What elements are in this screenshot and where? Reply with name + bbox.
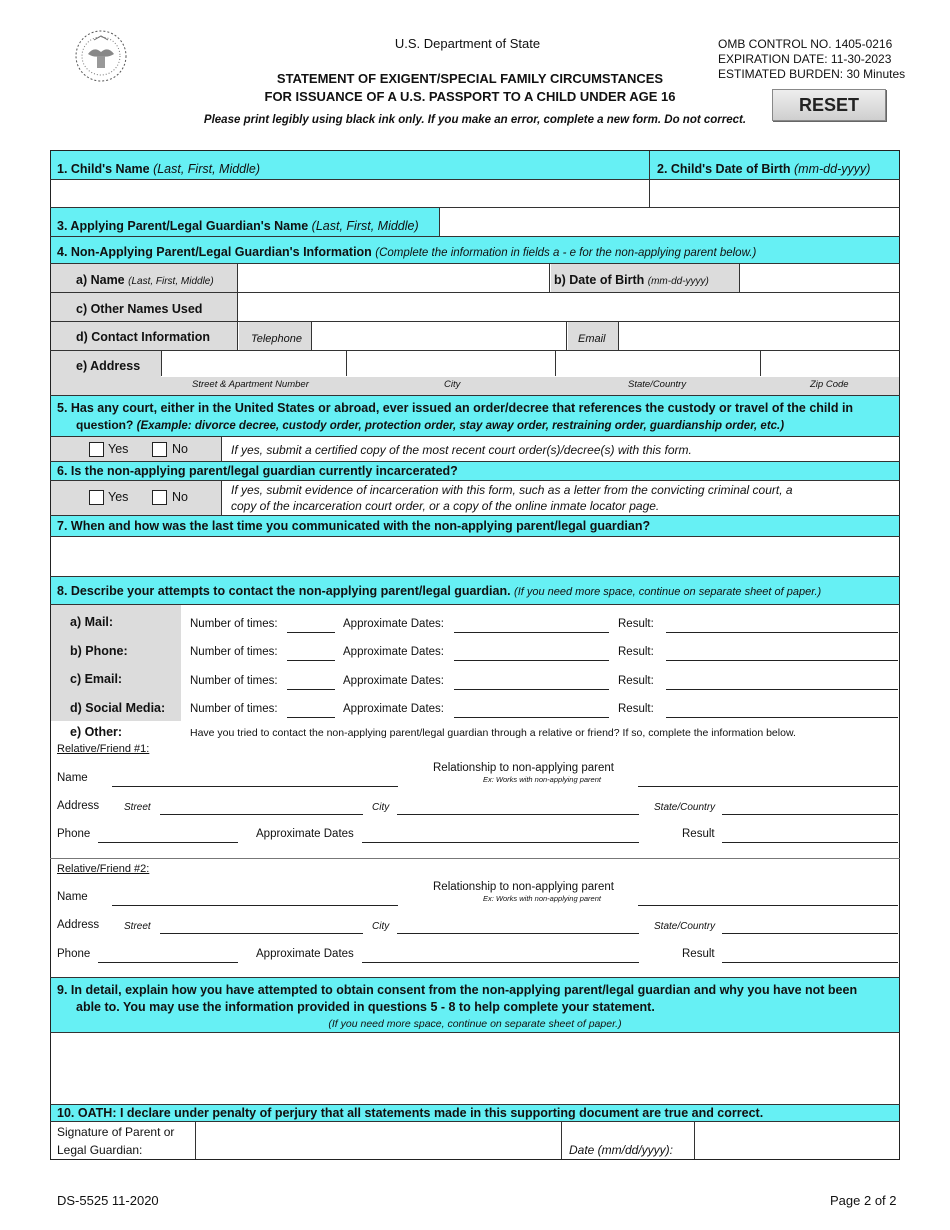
q8-label-text: 8. Describe your attempts to contact the non-applying parent/legal guardian. [57,584,515,598]
q6-yes-checkbox[interactable] [89,490,104,505]
friend1-phone-input[interactable] [98,842,238,843]
phone-result-input[interactable] [666,660,898,661]
friend2-city-input[interactable] [397,933,639,934]
friend2-name-input[interactable] [112,905,398,906]
q4e-label-cell [51,351,161,395]
q9-hint: (If you need more space, continue on separate sheet of paper.) [328,1018,622,1030]
q4b-hint: (mm-dd-yyyy) [647,276,709,287]
number-of-times-label: Number of times: [190,618,278,630]
mail-result-input[interactable] [666,632,898,633]
q5-note: If yes, submit a certified copy of the most recent court order(s)/decree(s) with this form. [231,443,692,457]
q4-hint: (Complete the information in fields a - e for the non-applying parent below.) [375,247,757,259]
relationship-label: Relationship to non-applying parent [433,762,614,774]
q4d-label: d) Contact Information [76,330,211,344]
q10-oath: 10. OATH: I declare under penalty of perjury that all statements made in this supporting document are true and correct. [57,1106,764,1120]
social-result-input[interactable] [666,717,898,718]
omb-control: OMB CONTROL NO. 1405-0216 [718,37,893,51]
zip-caption: Zip Code [810,379,849,390]
friend-name-label: Name [57,772,88,784]
friend2-state-input[interactable] [722,933,898,934]
q9-statement-field[interactable] [51,1033,899,1103]
approx-dates-label: Approximate Dates: [343,646,444,658]
approx-dates2-label: Approximate Dates [256,948,354,960]
email-label: Email [578,333,606,345]
q4a-hint: (Last, First, Middle) [128,276,214,287]
state-label: State/Country [654,802,716,813]
friend2-title: Relative/Friend #2: [57,863,150,875]
q4-label-text: 4. Non-Applying Parent/Legal Guardian's Information [57,245,376,259]
phone-dates-input[interactable] [454,660,609,661]
q4a-label [76,273,214,287]
applying-parent-name-field[interactable] [441,208,899,236]
phone-label: Phone [57,828,91,840]
q8-label [57,584,821,598]
child-dob-field[interactable] [651,180,899,207]
page-number: Page 2 of 2 [830,1193,897,1208]
number-of-times-label: Number of times: [190,675,278,687]
friend2-result-input[interactable] [722,962,898,963]
mail-dates-input[interactable] [454,632,609,633]
relationship-label: Relationship to non-applying parent [433,881,614,893]
friend2-relationship-input[interactable] [638,905,898,906]
q5-line2-text: question? [76,418,137,432]
telephone-label: Telephone [251,333,302,345]
other-names-field[interactable] [239,293,899,321]
q9-line1: 9. In detail, explain how you have attempted to obtain consent from the non-applying parent/legal guardian and why you have not been [57,983,858,997]
q9-line2: able to. You may use the information provided in questions 5 - 8 to help complete your statement. [76,1000,655,1014]
q7-label: 7. When and how was the last time you communicated with the non-applying parent/legal guardian? [57,519,651,533]
friend1-state-input[interactable] [722,814,898,815]
q7-answer-field[interactable] [51,537,899,575]
mail-times-input[interactable] [287,632,335,633]
q5-line1: 5. Has any court, either in the United States or abroad, ever issued an order/decree that references the custody or travel of the child in [57,401,854,415]
zip-field[interactable] [762,351,899,376]
q5-no-checkbox[interactable] [152,442,167,457]
friend1-title: Relative/Friend #1: [57,743,150,755]
q1-label-text: 1. Child's Name [57,162,154,176]
friend1-relationship-input[interactable] [638,786,898,787]
result-label: Result: [618,618,654,630]
result2-label: Result [682,948,715,960]
approx-dates2-label: Approximate Dates [256,828,354,840]
state-caption: State/Country [628,379,687,390]
child-name-field[interactable] [51,180,649,207]
result-label: Result: [618,646,654,658]
approx-dates-label: Approximate Dates: [343,618,444,630]
number-of-times-label: Number of times: [190,646,278,658]
q8e-text: Have you tried to contact the non-applying parent/legal guardian through a relative or friend? If so, complete the information below. [190,727,796,739]
q4e-label: e) Address [76,359,141,373]
q6-yes-label: Yes [108,490,129,504]
q4-label [57,245,756,259]
street-label: Street [124,921,151,932]
approx-dates-label: Approximate Dates: [343,703,444,715]
oath-date-field[interactable] [695,1122,899,1158]
q3-hint: (Last, First, Middle) [311,219,419,233]
q5-line2 [76,418,784,432]
signature-field[interactable] [196,1122,560,1158]
friend1-street-input[interactable] [160,814,363,815]
email-field[interactable] [620,322,899,350]
city-label: City [372,921,390,932]
q8-row-label: d) Social Media: [70,701,166,715]
state-field[interactable] [557,351,760,376]
q6-options-cell [51,481,221,515]
relationship-example: Ex: Works with non-applying parent [483,775,601,784]
street-label: Street [124,802,151,813]
social-times-input[interactable] [287,717,335,718]
q5-yes-label: Yes [108,442,129,456]
q2-label [657,162,870,176]
friend-name-label: Name [57,891,88,903]
result-label: Result: [618,675,654,687]
city-field[interactable] [348,351,555,376]
q5-example: (Example: divorce decree, custody order, protection order, stay away order, restraining order, guardianship order, etc.) [136,420,785,432]
email-times-input[interactable] [287,689,335,690]
form-id: DS-5525 11-2020 [57,1193,159,1208]
q6-label: 6. Is the non-applying parent/legal guardian currently incarcerated? [57,464,458,478]
estimated-burden: ESTIMATED BURDEN: 30 Minutes [718,67,906,81]
form-title-line2: FOR ISSUANCE OF A U.S. PASSPORT TO A CHILD UNDER AGE 16 [264,89,676,104]
q5-yes-checkbox[interactable] [89,442,104,457]
nonapplying-dob-field[interactable] [741,264,899,292]
department-name: U.S. Department of State [394,36,541,51]
q6-note-line1: If yes, submit evidence of incarceration with this form, such as a letter from the convicting criminal court, a [231,483,793,497]
q2-label-text: 2. Child's Date of Birth [657,162,795,176]
result2-label: Result [682,828,715,840]
state-label: State/Country [654,921,716,932]
friend1-dates-input[interactable] [362,842,639,843]
address-label: Address [57,919,100,931]
q5-no-label: No [172,442,188,456]
nonapplying-name-field[interactable] [239,264,549,292]
number-of-times-label: Number of times: [190,703,278,715]
q5-options-cell [51,437,221,461]
street-field[interactable] [163,351,346,376]
date-label: Date (mm/dd/yyyy): [569,1143,674,1157]
q4b-label-text: b) Date of Birth [554,273,648,287]
friend1-result-input[interactable] [722,842,898,843]
social-dates-input[interactable] [454,717,609,718]
q1-label [57,162,260,176]
street-caption: Street & Apartment Number [192,379,309,390]
form-instructions: Please print legibly using black ink only. If you make an error, complete a new form. Do not correct. [203,114,747,126]
q1-hint: (Last, First, Middle) [153,162,261,176]
q6-no-checkbox[interactable] [152,490,167,505]
city-caption: City [444,379,461,390]
city-label: City [372,802,390,813]
form-title-line1: STATEMENT OF EXIGENT/SPECIAL FAMILY CIRCUMSTANCES [276,71,664,86]
relationship-example: Ex: Works with non-applying parent [483,894,601,903]
signature-label-line2: Legal Guardian: [57,1143,143,1157]
email-result-input[interactable] [666,689,898,690]
q6-note-line2: copy of the incarceration court order, or a copy of the online inmate locator page. [231,499,660,513]
reset-button[interactable]: RESET [772,89,886,121]
result-label: Result: [618,703,654,715]
friend1-name-input[interactable] [112,786,398,787]
signature-label-line1: Signature of Parent or [57,1125,175,1139]
q8-hint: (If you need more space, continue on separate sheet of paper.) [514,586,822,598]
q8-row-label: b) Phone: [70,644,128,658]
q4c-label: c) Other Names Used [76,302,203,316]
q3-label [57,219,419,233]
q8-row-label: c) Email: [70,672,123,686]
q3-label-text: 3. Applying Parent/Legal Guardian's Name [57,219,312,233]
friend2-phone-input[interactable] [98,962,238,963]
expiration-date: EXPIRATION DATE: 11-30-2023 [718,52,892,66]
q8-row-label: a) Mail: [70,615,114,629]
friend1-city-input[interactable] [397,814,639,815]
q4b-label [554,273,709,287]
approx-dates-label: Approximate Dates: [343,675,444,687]
q2-hint: (mm-dd-yyyy) [794,162,871,176]
address-label: Address [57,800,100,812]
q6-no-label: No [172,490,188,504]
phone-label: Phone [57,948,91,960]
email-dates-input[interactable] [454,689,609,690]
state-seal-icon [72,28,130,84]
telephone-field[interactable] [313,322,566,350]
friend2-street-input[interactable] [160,933,363,934]
friend2-dates-input[interactable] [362,962,639,963]
q8e-label: e) Other: [70,725,123,739]
q4a-label-text: a) Name [76,273,129,287]
phone-times-input[interactable] [287,660,335,661]
